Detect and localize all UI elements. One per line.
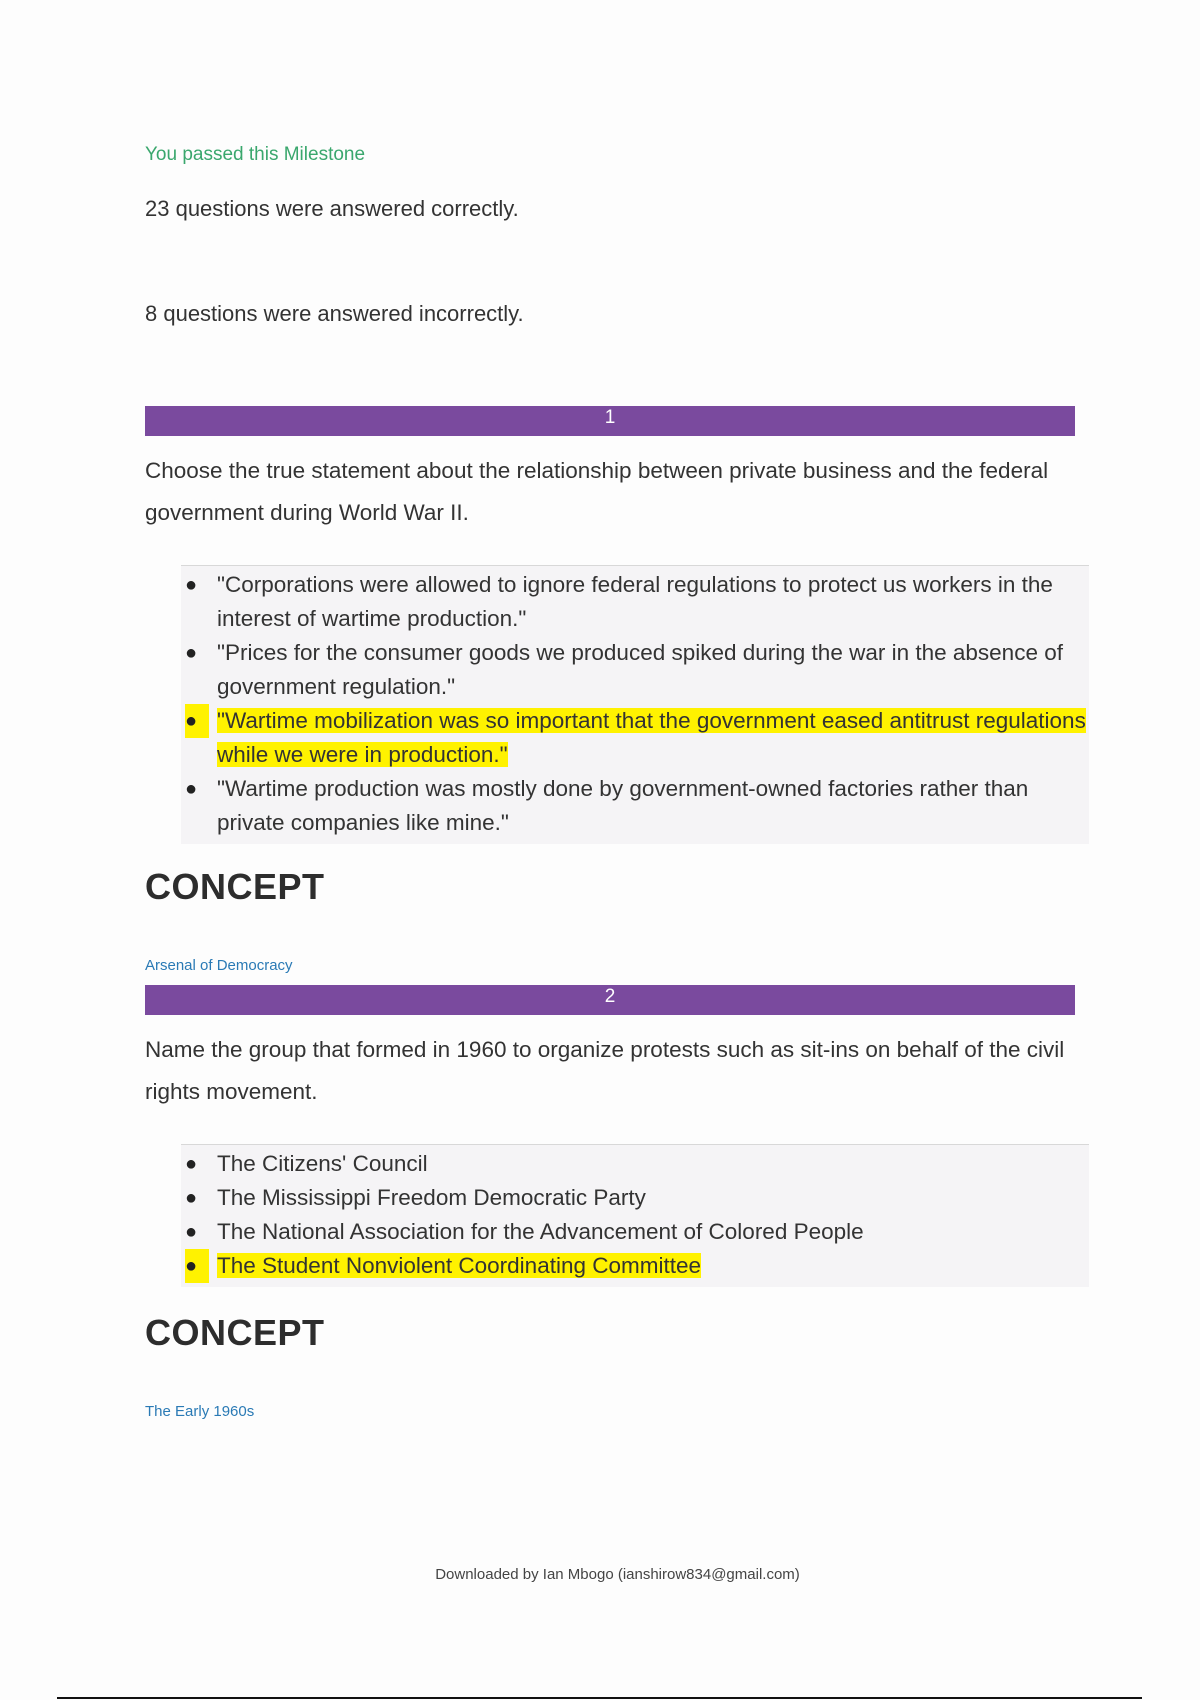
incorrect-count-text: 8 questions were answered incorrectly. [145, 301, 524, 326]
answer-option-label: "Wartime mobilization was so important that the government eased antitrust regulations while we were in production." [217, 708, 1086, 767]
answer-option [181, 772, 1089, 840]
answer-option-label: The Student Nonviolent Coordinating Committee [217, 1253, 702, 1278]
concept-heading: CONCEPT [145, 866, 325, 907]
answer-option-selected [181, 704, 1089, 772]
answer-options [181, 565, 1089, 844]
question-number-bar: 1 [145, 406, 1075, 436]
answer-option [181, 1147, 1089, 1181]
answer-option-label: The Citizens' Council [217, 1151, 428, 1176]
concept-link[interactable]: The Early 1960s [145, 1403, 255, 1420]
answer-option-label: The National Association for the Advancement of Colored People [217, 1219, 864, 1244]
correct-count-text: 23 questions were answered correctly. [145, 196, 519, 221]
answer-option-label: "Wartime production was mostly done by government-owned factories rather than private companies like mine." [217, 776, 1029, 835]
bullet-icon: ● [185, 1249, 209, 1283]
answer-option [181, 636, 1089, 704]
question-text: Name the group that formed in 1960 to organize protests such as sit-ins on behalf of the civil rights movement. [145, 1037, 1065, 1104]
bullet-icon: ● [185, 1187, 198, 1209]
page-bottom-divider [57, 1697, 1142, 1699]
pass-status: You passed this Milestone [145, 144, 366, 165]
question-number-bar: 2 [145, 985, 1075, 1015]
bullet-icon: ● [185, 1153, 198, 1175]
answer-option-label: "Corporations were allowed to ignore federal regulations to protect us workers in the interest of wartime production." [217, 572, 1053, 631]
bullet-icon: ● [185, 778, 198, 800]
bullet-icon: ● [185, 1221, 198, 1243]
bullet-icon: ● [185, 642, 198, 664]
answer-option [181, 1181, 1089, 1215]
answer-option [181, 568, 1089, 636]
answer-option [181, 1215, 1089, 1249]
bullet-icon: ● [185, 574, 198, 596]
question-text: Choose the true statement about the relationship between private business and the federal government during World War II. [145, 458, 1049, 525]
bullet-icon: ● [185, 704, 209, 738]
download-footer: Downloaded by Ian Mbogo (ianshirow834@gmail.com) [435, 1566, 800, 1583]
answer-options [181, 1144, 1089, 1287]
concept-heading: CONCEPT [145, 1312, 325, 1353]
answer-option-label: The Mississippi Freedom Democratic Party [217, 1185, 646, 1210]
answer-option-selected [181, 1249, 1089, 1283]
concept-link[interactable]: Arsenal of Democracy [145, 957, 293, 974]
answer-option-label: "Prices for the consumer goods we produced spiked during the war in the absence of government regulation." [217, 640, 1063, 699]
